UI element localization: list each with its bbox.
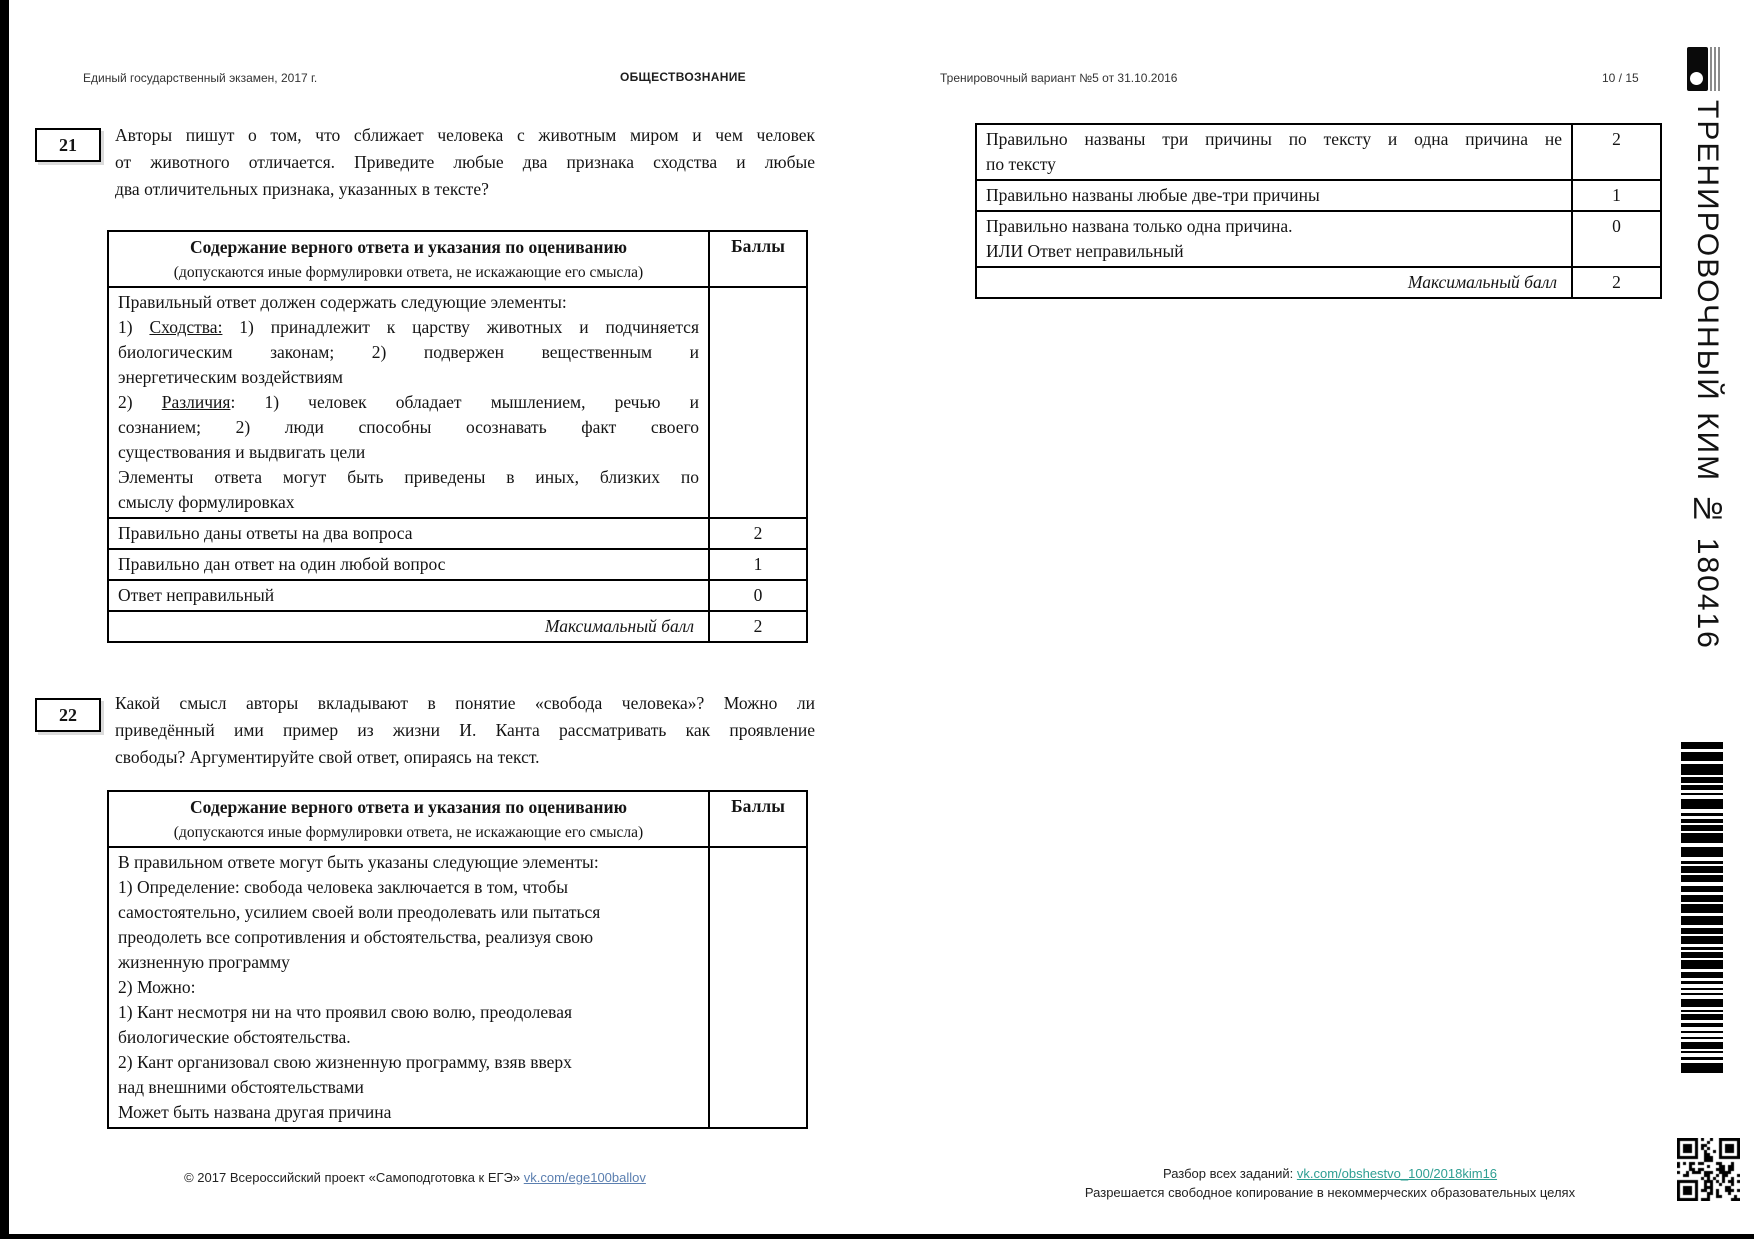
footer-right xyxy=(990,1164,1670,1202)
score-cell: 1 xyxy=(753,554,763,574)
text-line: биологическим законам; 2) подвержен вещественным и xyxy=(118,342,699,362)
question-21-number-box xyxy=(35,128,101,162)
criteria-row xyxy=(109,548,806,579)
score-cell: 2 xyxy=(1612,129,1621,149)
table-header-note: (допускаются иные формулировки ответа, не искажающие его смысла) xyxy=(173,264,644,281)
scoring-table-21 xyxy=(107,230,808,643)
max-score-row xyxy=(977,266,1660,297)
table-header-cell xyxy=(109,232,710,286)
criteria-label xyxy=(977,125,1573,179)
text-segment: 2) xyxy=(118,392,162,412)
underlined-term: Различия xyxy=(161,392,231,412)
text-line: Элементы ответа могут быть приведены в иных, близких по xyxy=(118,467,699,487)
text-line: ИЛИ Ответ неправильный xyxy=(986,241,1184,261)
footer-copyright-text: © 2017 Всероссийский проект «Самоподготовка к ЕГЭ» xyxy=(184,1170,524,1185)
text-line: преодолеть все сопротивления и обстоятельства, реализуя свою xyxy=(118,927,594,947)
text-line: биологические обстоятельства. xyxy=(118,1027,351,1047)
answer-content-row xyxy=(109,846,806,1127)
question-22-number-box xyxy=(35,698,101,732)
criteria-row xyxy=(109,517,806,548)
header-subject: ОБЩЕСТВОЗНАНИЕ xyxy=(620,70,746,84)
header-variant: Тренировочный вариант №5 от 31.10.2016 xyxy=(940,71,1178,85)
max-score-value: 2 xyxy=(1612,272,1621,292)
text-line: В правильном ответе могут быть указаны следующие элементы: xyxy=(118,852,599,872)
score-column-header: Баллы xyxy=(731,796,785,816)
text-line: энергетическим воздействиям xyxy=(118,367,343,387)
text-line: 1) Определение: свобода человека заключается в том, чтобы xyxy=(118,877,569,897)
barcode xyxy=(1681,742,1723,1076)
criteria-label: Ответ неправильный xyxy=(109,581,710,610)
footer-left-link[interactable]: vk.com/ege100ballov xyxy=(523,1170,646,1185)
score-cell xyxy=(710,288,806,517)
footer-license-note: Разрешается свободное копирование в некоммерческих образовательных целях xyxy=(1084,1185,1576,1200)
score-cell: 2 xyxy=(753,523,763,543)
text-line: 2) Можно: xyxy=(118,977,196,997)
criteria-row xyxy=(977,179,1660,210)
criteria-row xyxy=(977,210,1660,266)
text-line: самостоятельно, усилием своей воли преодолевать или пытаться xyxy=(118,902,601,922)
table-header-row xyxy=(109,792,806,846)
logo-stripes-icon xyxy=(1710,47,1720,91)
text-line xyxy=(118,390,699,415)
text-line: от животного отличается. Приведите любые два признака сходства и любые xyxy=(115,152,815,172)
criteria-row xyxy=(109,579,806,610)
score-cell: 1 xyxy=(1612,185,1621,205)
text-line: свободы? Аргументируйте свой ответ, опираясь на текст. xyxy=(115,747,540,767)
page-number: 10 / 15 xyxy=(1602,71,1639,85)
text-line: Правильно названа только одна причина. xyxy=(986,216,1293,236)
score-column-header: Баллы xyxy=(731,236,785,256)
footer-analysis-link[interactable]: vk.com/obshestvo_100/2018kim16 xyxy=(1296,1166,1498,1181)
max-score-row xyxy=(109,610,806,641)
answer-content-row xyxy=(109,286,806,517)
logo-circle-icon xyxy=(1690,72,1703,85)
max-score-label: Максимальный балл xyxy=(109,612,710,641)
footer-analysis-label: Разбор всех заданий: xyxy=(1162,1166,1297,1181)
text-line: 2) Кант организовал свою жизненную программу, взяв вверх xyxy=(118,1052,572,1072)
max-score-value: 2 xyxy=(753,616,763,636)
text-line: Правильно названы три причины по тексту и одна причина не xyxy=(986,129,1562,149)
criteria-label: Правильно названы любые две-три причины xyxy=(977,181,1573,210)
criteria-label xyxy=(977,212,1573,266)
table-header-row xyxy=(109,232,806,286)
text-line: сознанием; 2) люди способны осознавать факт своего xyxy=(118,417,699,437)
text-line: два отличительных признака, указанных в тексте? xyxy=(115,179,489,199)
header-exam-title: Единый государственный экзамен, 2017 г. xyxy=(83,71,318,85)
score-cell: 0 xyxy=(1612,216,1621,236)
question-22-number: 22 xyxy=(59,704,77,725)
text-line: Какой смысл авторы вкладывают в понятие «свобода человека»? Можно ли xyxy=(115,693,815,713)
criteria-row xyxy=(977,125,1660,179)
table-header-title: Содержание верного ответа и указания по оцениванию xyxy=(190,797,627,817)
text-line: смыслу формулировках xyxy=(118,492,295,512)
qr-code-icon xyxy=(1677,1138,1740,1201)
publisher-logo-icon xyxy=(1687,47,1720,91)
text-line: по тексту xyxy=(986,154,1056,174)
question-21-text xyxy=(115,122,815,203)
text-line: 1) Кант несмотря ни на что проявил свою волю, преодолевая xyxy=(118,1002,573,1022)
question-21-number: 21 xyxy=(59,134,77,155)
max-score-label: Максимальный балл xyxy=(977,268,1573,297)
text-line: существования и выдвигать цели xyxy=(118,442,366,462)
text-line: Авторы пишут о том, что сближает человека с животным миром и чем человек xyxy=(115,125,815,145)
text-segment: : 1) человек обладает мышлением, речью и xyxy=(230,392,699,412)
table-header-note: (допускаются иные формулировки ответа, не искажающие его смысла) xyxy=(173,824,644,841)
kim-sidebar-label: ТРЕНИРОВОЧНЫЙ КИМ № 180416 xyxy=(1691,100,1724,650)
text-line: приведённый ими пример из жизни И. Канта рассматривать как проявление xyxy=(115,720,815,740)
underlined-term: Сходства: xyxy=(149,317,223,337)
scan-edge-bottom xyxy=(0,1234,1754,1239)
text-line: жизненную программу xyxy=(118,952,290,972)
text-line: Правильный ответ должен содержать следующие элементы: xyxy=(118,292,567,312)
text-segment: 1) принадлежит к царству животных и подчиняется xyxy=(222,317,699,337)
footer-left xyxy=(115,1168,715,1187)
logo-black-panel xyxy=(1687,47,1708,91)
score-cell: 0 xyxy=(753,585,763,605)
text-line: над внешними обстоятельствами xyxy=(118,1077,364,1097)
question-22-text xyxy=(115,690,815,771)
text-line xyxy=(118,315,699,340)
score-cell xyxy=(710,848,806,1127)
scan-edge-left xyxy=(0,0,9,1239)
criteria-label: Правильно даны ответы на два вопроса xyxy=(109,519,710,548)
criteria-label: Правильно дан ответ на один любой вопрос xyxy=(109,550,710,579)
answer-content-cell xyxy=(109,288,710,517)
footer-analysis-line xyxy=(990,1164,1670,1183)
table-header-cell xyxy=(109,792,710,846)
text-segment: 1) xyxy=(118,317,150,337)
scoring-table-22 xyxy=(107,790,808,1129)
table-header-title: Содержание верного ответа и указания по оцениванию xyxy=(190,237,627,257)
right-scoring-table xyxy=(975,123,1662,299)
text-line: Может быть названа другая причина xyxy=(118,1102,392,1122)
answer-content-cell xyxy=(109,848,710,1127)
